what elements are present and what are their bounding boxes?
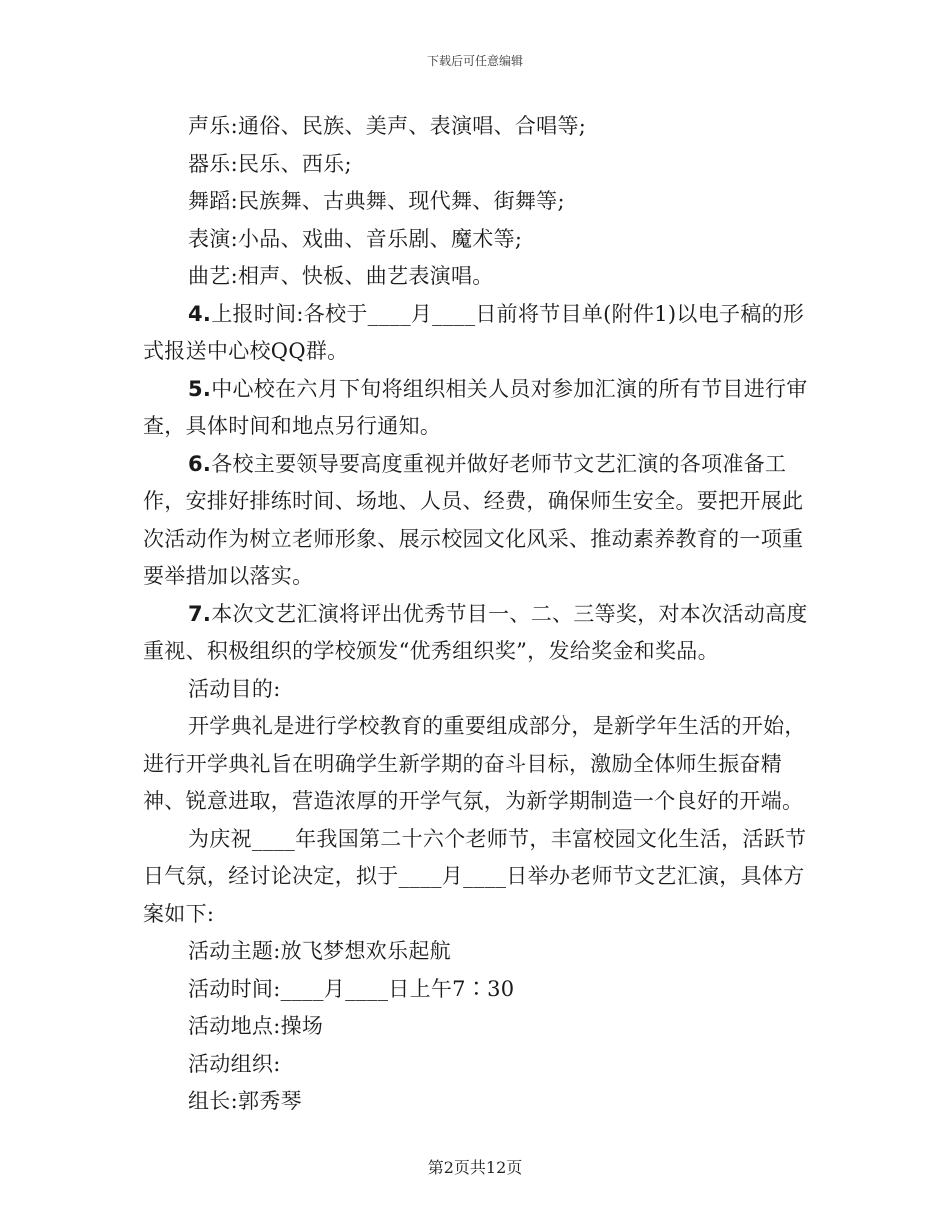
- page-footer: 第2页共12页: [427, 1158, 523, 1177]
- item-number: 7.: [188, 601, 212, 626]
- paragraph-text: 舞蹈:民族舞、古典舞、现代舞、街舞等;: [188, 189, 565, 213]
- paragraph-text: 活动时间:____月____日上午7∶30: [188, 976, 515, 1001]
- paragraph-text: 活动组织:: [188, 1051, 281, 1076]
- paragraph-text: 各校主要领导要高度重视并做好老师节文艺汇演的各项准备工作，安排好排练时间、场地、人员、经费，确保师生安全。要把开展此次活动作为树立老师形象、展示校园文化风采、推动素养教育的一项重要举措加以落实。: [143, 451, 804, 588]
- paragraph: [143, 1083, 808, 1121]
- paragraph: [143, 1046, 808, 1084]
- item-number: 6.: [188, 451, 212, 476]
- paragraph: [143, 371, 808, 446]
- paragraph: [143, 108, 808, 146]
- paragraph-text: 声乐:通俗、民族、美声、表演唱、合唱等;: [188, 114, 587, 138]
- paragraph-text: 本次文艺汇演将评出优秀节目一、二、三等奖，对本次活动高度重视、积极组织的学校颁发“优秀组织奖”，发给奖金和奖品。: [143, 601, 808, 663]
- paragraph-text: 曲艺:相声、快板、曲艺表演唱。: [188, 264, 494, 288]
- paragraph: [143, 671, 808, 709]
- paragraph: [143, 446, 808, 596]
- item-number: 4.: [188, 301, 212, 326]
- paragraph-text: 活动主题:放飞梦想欢乐起航: [188, 939, 451, 963]
- paragraph-text: 上报时间:各校于____月____日前将节目单(附件1)以电子稿的形式报送中心校QQ群。: [143, 301, 805, 363]
- paragraph: [143, 1008, 808, 1046]
- paragraph: [143, 821, 808, 934]
- paragraph: [143, 933, 808, 971]
- paragraph: [143, 183, 808, 221]
- paragraph-text: 组长:郭秀琴: [188, 1089, 302, 1113]
- paragraph: [143, 708, 808, 821]
- paragraph-text: 中心校在六月下旬将组织相关人员对参加汇演的所有节目进行审查，具体时间和地点另行通知。: [143, 376, 808, 438]
- document-body: [143, 108, 808, 1121]
- paragraph-text: 为庆祝____年我国第二十六个老师节，丰富校园文化生活，活跃节日气氛，经讨论决定，拟于____月____日举办老师节文艺汇演，具体方案如下:: [143, 826, 807, 926]
- paragraph-text: 活动目的:: [188, 676, 281, 701]
- paragraph: [143, 258, 808, 296]
- page-header: 下载后可任意编辑: [426, 54, 523, 68]
- paragraph-text: 表演:小品、戏曲、音乐剧、魔术等;: [188, 226, 523, 251]
- paragraph: [143, 971, 808, 1009]
- paragraph-text: 活动地点:操场: [188, 1014, 324, 1038]
- paragraph-text: 开学典礼是进行学校教育的重要组成部分，是新学年生活的开始，进行开学典礼旨在明确学生新学期的奋斗目标，激励全体师生振奋精神、锐意进取，营造浓厚的开学气氛，为新学期制造一个良好的开端。: [143, 714, 806, 813]
- item-number: 5.: [188, 376, 212, 401]
- paragraph-text: 器乐:民乐、西乐;: [188, 151, 352, 176]
- paragraph: [143, 221, 808, 259]
- paragraph: [143, 596, 808, 671]
- paragraph: [143, 146, 808, 184]
- paragraph: [143, 296, 808, 371]
